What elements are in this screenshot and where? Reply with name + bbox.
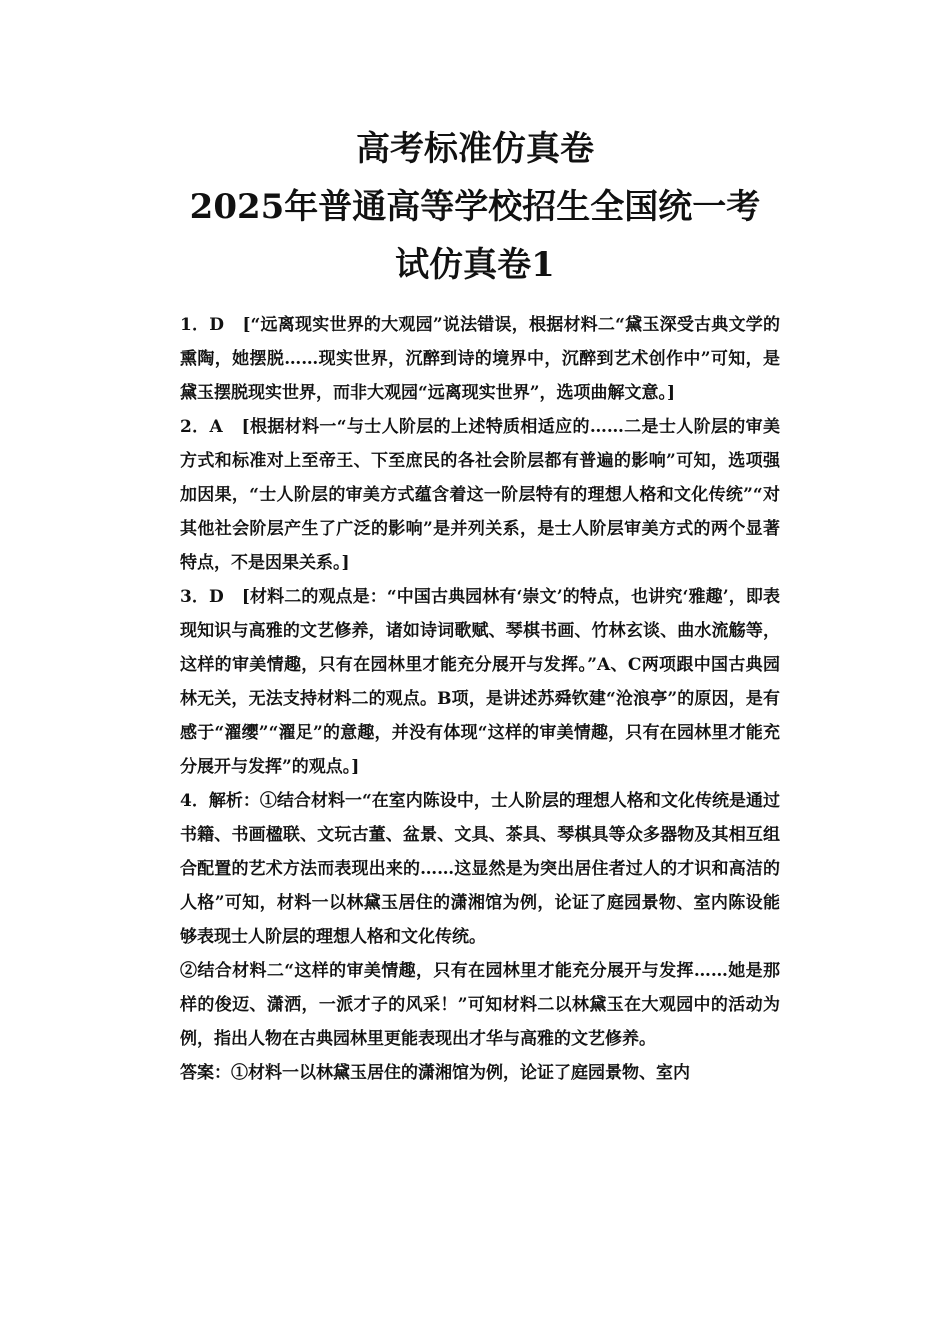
answer-item-2: [180, 410, 780, 580]
answer-paragraph: [180, 1056, 780, 1090]
item-answer: D: [209, 315, 225, 335]
document-title: [150, 120, 800, 294]
item-number: 3．: [180, 587, 210, 607]
analysis-part-2: ②结合材料二“这样的审美情趣，只有在园林里才能充分展开与发挥……她是那样的俊迈、潇洒，一派才子的风采！”可知材料二以林黛玉在大观园中的活动为例，指出人物在古典园林里更能表现出才华与高雅的文艺修养。: [180, 961, 780, 1049]
answer-text: ①材料一以林黛玉居住的潇湘馆为例，论证了庭园景物、室内: [231, 1063, 690, 1083]
title-line-3: 试仿真卷1: [395, 245, 555, 285]
item-number: 1．: [180, 315, 210, 335]
answer-item-4: [180, 784, 780, 954]
item-answer: A: [209, 417, 223, 437]
answer-label: 答案：: [180, 1063, 231, 1083]
answer-item-1: [180, 308, 780, 410]
analysis-part-2-paragraph: [180, 954, 780, 1056]
analysis-label: 解析：: [208, 791, 260, 811]
item-answer: D: [209, 587, 224, 607]
item-number: 4．: [180, 791, 209, 811]
title-line-2: 2025年普通高等学校招生全国统一考: [189, 187, 761, 227]
item-explanation: [根据材料一“与士人阶层的上述特质相适应的……二是士人阶层的审美方式和标准对上至帝王、下至庶民的各社会阶层都有普遍的影响”可知，选项强加因果，“士人阶层的审美方式蕴含着这一阶层特有的理想人格和文化传统”“对其他社会阶层产生了广泛的影响”是并列关系，是士人阶层审美方式的两个显著特点，不是因果关系。]: [180, 417, 780, 573]
item-explanation: [材料二的观点是：“中国古典园林有‘崇文’的特点，也讲究‘雅趣’，即表现知识与高雅的文艺修养，诸如诗词歌赋、琴棋书画、竹林玄谈、曲水流觞等，这样的审美情趣，只有在园林里才能充分展开与发挥。”A、C两项跟中国古典园林无关，无法支持材料二的观点。B项，是讲述苏舜钦建“沧浪亭”的原因，是有感于“濯缨”“濯足”的意趣，并没有体现“这样的审美情趣，只有在园林里才能充分展开与发挥”的观点。]: [180, 587, 780, 777]
item-explanation: [“远离现实世界的大观园”说法错误，根据材料二“黛玉深受古典文学的熏陶，她摆脱……现实世界，沉醉到诗的境界中，沉醉到艺术创作中”可知，是黛玉摆脱现实世界，而非大观园“远离现实世界”，选项曲解文意。]: [180, 315, 780, 403]
answer-item-3: [180, 580, 780, 784]
item-number: 2．: [180, 417, 210, 437]
answer-content: [180, 308, 780, 1090]
analysis-part-1: ①结合材料一“在室内陈设中，士人阶层的理想人格和文化传统是通过书籍、书画楹联、文玩古董、盆景、文具、茶具、琴棋具等众多器物及其相互组合配置的艺术方法而表现出来的……这显然是为突出居住者过人的才识和高洁的人格”可知，材料一以林黛玉居住的潇湘馆为例，论证了庭园景物、室内陈设能够表现士人阶层的理想人格和文化传统。: [180, 791, 781, 947]
title-line-1: 高考标准仿真卷: [356, 129, 594, 169]
